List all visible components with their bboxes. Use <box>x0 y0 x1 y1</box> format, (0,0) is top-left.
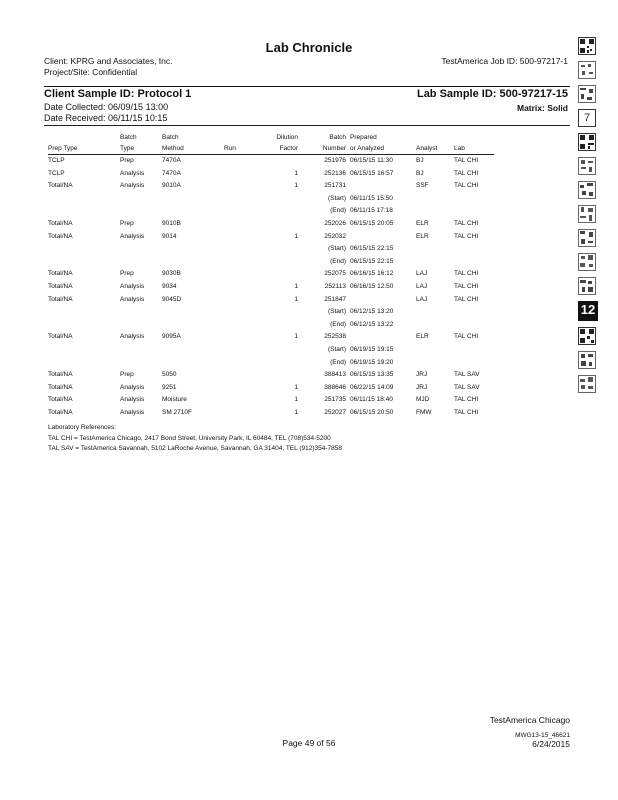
cell-dilution-factor <box>258 369 302 382</box>
cell-batch-method: 9045D <box>162 295 182 303</box>
cell-analyst <box>416 306 454 319</box>
cell-batch-type <box>120 344 162 357</box>
cell-dilution-factor <box>258 218 302 231</box>
cell-batch-type: Prep <box>120 219 134 227</box>
cell-prep-type: Total/NA <box>48 282 73 290</box>
cell-batch-number: 251735 <box>324 396 346 404</box>
cell-lab <box>454 357 494 370</box>
cell-prepared-analyzed: 06/16/15 16:12 <box>350 270 394 278</box>
cell-lab <box>454 344 494 357</box>
cell-batch-method: 9010A <box>162 182 181 190</box>
cell-batch-number: 252136 <box>324 169 346 177</box>
cell-prepared-analyzed: 06/15/15 22:15 <box>350 245 394 253</box>
cell-run <box>224 155 258 168</box>
cell-batch-type: Analysis <box>120 396 145 404</box>
cell-batch-number: (Start) <box>327 245 346 253</box>
cell-prepared-analyzed: 06/15/15 20:05 <box>350 219 394 227</box>
cell-analyst: JRJ <box>416 383 428 391</box>
cell-batch-number: 251731 <box>324 182 346 190</box>
cell-run <box>224 407 258 420</box>
table-row <box>48 155 494 168</box>
header-dilution-factor: Factor <box>258 143 302 155</box>
footer-lab: TestAmerica Chicago <box>489 715 570 725</box>
qr-code-icon <box>578 351 596 369</box>
table-row <box>48 205 494 218</box>
cell-batch-method <box>162 256 224 269</box>
cell-dilution-factor: 1 <box>294 333 298 341</box>
cell-run <box>224 205 258 218</box>
cell-prep-type: Total/NA <box>48 270 73 278</box>
qr-tab-12[interactable] <box>578 351 596 369</box>
cell-lab: TAL CHI <box>454 408 479 416</box>
cell-prep-type: Total/NA <box>48 182 73 190</box>
cell-batch-number: (End) <box>330 320 346 328</box>
cell-prepared-analyzed: 06/22/15 14:09 <box>350 383 394 391</box>
qr-tab-3[interactable] <box>578 85 596 103</box>
cell-analyst: LAJ <box>416 282 428 290</box>
cell-analyst <box>416 193 454 206</box>
cell-batch-type <box>120 205 162 218</box>
header-top-analyst <box>416 133 454 143</box>
cell-prepared-analyzed: 06/19/15 19:15 <box>350 345 394 353</box>
table-row <box>48 180 494 193</box>
cell-batch-method: Moisture <box>162 396 187 404</box>
table-row <box>48 268 494 281</box>
qr-code-icon <box>578 375 596 393</box>
cell-prepared-analyzed: 06/12/15 13:20 <box>350 308 394 316</box>
cell-run <box>224 331 258 344</box>
cell-run <box>224 319 258 332</box>
cell-batch-type: Prep <box>120 371 134 379</box>
qr-code-icon <box>578 229 596 247</box>
cell-analyst: LAJ <box>416 295 428 303</box>
cell-lab: TAL CHI <box>454 182 479 190</box>
table-row <box>48 243 494 256</box>
cell-prep-type <box>48 344 120 357</box>
cell-lab: TAL CHI <box>454 169 479 177</box>
cell-batch-method <box>162 205 224 218</box>
cell-batch-type <box>120 357 162 370</box>
cell-batch-method: 9095A <box>162 333 181 341</box>
cell-batch-method <box>162 357 224 370</box>
cell-run <box>224 294 258 307</box>
cell-lab: TAL CHI <box>454 232 479 240</box>
qr-tab-11[interactable] <box>578 327 596 345</box>
cell-lab: TAL CHI <box>454 333 479 341</box>
qr-code-icon <box>578 85 596 103</box>
table-row <box>48 407 494 420</box>
client-name: Client: KPRG and Associates, Inc. <box>44 56 173 66</box>
cell-analyst <box>416 319 454 332</box>
cell-batch-method <box>162 319 224 332</box>
cell-run <box>224 268 258 281</box>
cell-prepared-analyzed: 06/11/15 15:50 <box>350 194 393 202</box>
cell-analyst <box>416 344 454 357</box>
cell-dilution-factor <box>258 306 302 319</box>
cell-prep-type: Total/NA <box>48 371 73 379</box>
qr-tab-7[interactable] <box>578 205 596 223</box>
matrix: Matrix: Solid <box>516 103 568 113</box>
cell-prepared-analyzed: 06/19/15 19:20 <box>350 358 394 366</box>
cell-analyst <box>416 243 454 256</box>
sample-divider <box>44 125 570 126</box>
cell-batch-number: (End) <box>330 207 346 215</box>
header-top-prep-type <box>48 133 120 143</box>
cell-batch-method <box>162 306 224 319</box>
cell-prepared-analyzed <box>350 331 416 344</box>
footer-code: MWG13-15_46621 <box>515 732 570 739</box>
cell-batch-type <box>120 306 162 319</box>
lab-chronicle-table <box>48 133 494 419</box>
cell-batch-number: 251976 <box>324 157 346 164</box>
cell-dilution-factor: 1 <box>294 282 298 290</box>
cell-batch-method: 9251 <box>162 383 177 391</box>
cell-batch-method: 9010B <box>162 219 181 227</box>
header-divider <box>44 86 570 87</box>
cell-dilution-factor: 1 <box>294 396 298 404</box>
cell-batch-method: 9034 <box>162 282 177 290</box>
cell-batch-type: Analysis <box>120 333 145 341</box>
cell-batch-type: Analysis <box>120 182 145 190</box>
cell-prepared-analyzed: 06/15/15 20:50 <box>350 408 394 416</box>
cell-run <box>224 306 258 319</box>
table-row <box>48 168 494 181</box>
cell-dilution-factor: 1 <box>294 232 298 240</box>
cell-run <box>224 344 258 357</box>
cell-lab <box>454 205 494 218</box>
cell-lab <box>454 193 494 206</box>
qr-code-icon <box>578 133 596 151</box>
client-sample-id: Client Sample ID: Protocol 1 <box>44 88 192 100</box>
cell-batch-number: 252027 <box>324 408 346 416</box>
header-analyst: Analyst <box>416 143 454 155</box>
cell-dilution-factor: 1 <box>294 169 298 177</box>
cell-analyst: ELR <box>416 333 429 341</box>
cell-run <box>224 168 258 181</box>
qr-tab-13[interactable] <box>578 375 596 393</box>
cell-batch-number: 252075 <box>324 270 346 278</box>
cell-prepared-analyzed <box>350 180 416 193</box>
cell-batch-number: 388646 <box>324 383 346 391</box>
cell-prep-type: Total/NA <box>48 383 73 391</box>
cell-analyst: LAJ <box>416 270 428 278</box>
tab-12-selected[interactable]: 12 <box>578 301 598 321</box>
cell-dilution-factor <box>258 193 302 206</box>
cell-prep-type <box>48 193 120 206</box>
cell-prepared-analyzed: 06/12/15 13:22 <box>350 320 394 328</box>
cell-prep-type <box>48 205 120 218</box>
qr-code-icon <box>578 37 596 55</box>
cell-analyst <box>416 357 454 370</box>
cell-lab: TAL SAV <box>454 383 480 391</box>
page-number: Page 49 of 56 <box>282 738 336 748</box>
cell-batch-type: Prep <box>120 157 134 164</box>
cell-dilution-factor: 1 <box>294 408 298 416</box>
tab-7[interactable]: 7 <box>578 109 596 127</box>
qr-tab-1[interactable] <box>578 37 596 55</box>
cell-batch-number: 252032 <box>324 232 346 240</box>
cell-batch-number: (Start) <box>327 194 346 202</box>
references-title: Laboratory References: <box>48 424 116 431</box>
cell-prepared-analyzed: 06/15/15 16:57 <box>350 169 394 177</box>
cell-prep-type: TCLP <box>48 169 65 177</box>
cell-batch-type: Analysis <box>120 383 145 391</box>
qr-tab-6[interactable] <box>578 181 596 199</box>
cell-dilution-factor: 1 <box>294 383 298 391</box>
table-row <box>48 357 494 370</box>
header-batch-type: Type <box>120 143 162 155</box>
cell-lab <box>454 256 494 269</box>
header-top-lab <box>454 133 494 143</box>
cell-lab <box>454 319 494 332</box>
cell-analyst: JRJ <box>416 371 428 379</box>
cell-lab: TAL SAV <box>454 371 480 379</box>
cell-batch-method: 7470A <box>162 157 181 164</box>
cell-lab: TAL CHI <box>454 295 479 303</box>
table-row <box>48 319 494 332</box>
cell-prep-type <box>48 319 120 332</box>
cell-batch-number: 252113 <box>324 282 346 290</box>
cell-run <box>224 357 258 370</box>
cell-batch-number: (Start) <box>327 345 346 353</box>
cell-analyst: ELR <box>416 219 429 227</box>
qr-tab-5[interactable] <box>578 157 596 175</box>
cell-dilution-factor <box>258 344 302 357</box>
header-prep-type: Prep Type <box>48 143 120 155</box>
cell-dilution-factor: 1 <box>294 295 298 303</box>
laboratory-references <box>48 423 342 455</box>
cell-prep-type <box>48 256 120 269</box>
cell-analyst: BJ <box>416 169 424 177</box>
cell-prep-type: Total/NA <box>48 295 73 303</box>
cell-run <box>224 394 258 407</box>
cell-batch-type: Analysis <box>120 232 145 240</box>
cell-run <box>224 382 258 395</box>
cell-batch-number: (Start) <box>327 308 346 316</box>
cell-prepared-analyzed: 06/15/15 22:15 <box>350 257 394 265</box>
cell-batch-method: 9030B <box>162 270 181 278</box>
cell-prepared-analyzed: 06/15/15 13:35 <box>350 371 394 379</box>
table-row <box>48 306 494 319</box>
cell-run <box>224 193 258 206</box>
qr-code-icon <box>578 253 596 271</box>
header-run: Run <box>224 143 258 155</box>
cell-batch-type: Analysis <box>120 282 145 290</box>
cell-batch-type <box>120 193 162 206</box>
cell-prepared-analyzed <box>350 231 416 244</box>
cell-lab: TAL CHI <box>454 282 479 290</box>
qr-tab-9[interactable] <box>578 253 596 271</box>
cell-batch-number: 251847 <box>324 295 346 303</box>
lab-sample-id: Lab Sample ID: 500-97217-15 <box>416 88 568 100</box>
cell-dilution-factor <box>258 256 302 269</box>
qr-code-icon <box>578 205 596 223</box>
cell-batch-type <box>120 256 162 269</box>
cell-run <box>224 243 258 256</box>
table-row <box>48 344 494 357</box>
qr-code-icon <box>578 61 596 79</box>
table-row <box>48 331 494 344</box>
cell-batch-type: Analysis <box>120 408 145 416</box>
cell-analyst <box>416 256 454 269</box>
header-top-batch-number: Batch <box>329 134 346 141</box>
cell-batch-type <box>120 243 162 256</box>
cell-batch-method <box>162 193 224 206</box>
cell-batch-type: Analysis <box>120 295 145 303</box>
header-top-run <box>224 133 258 143</box>
table-row <box>48 369 494 382</box>
cell-prep-type <box>48 306 120 319</box>
qr-tab-8[interactable] <box>578 229 596 247</box>
cell-batch-method: 9014 <box>162 232 177 240</box>
date-collected: Date Collected: 06/09/15 13:00 <box>44 102 169 112</box>
cell-batch-number: (End) <box>330 358 346 366</box>
date-received: Date Received: 06/11/15 10:15 <box>44 113 168 123</box>
header-top-prepared-analyzed: Prepared <box>350 134 377 141</box>
qr-code-icon <box>578 181 596 199</box>
cell-run <box>224 180 258 193</box>
table-row <box>48 394 494 407</box>
cell-analyst: MJD <box>416 396 430 404</box>
cell-prep-type: Total/NA <box>48 219 73 227</box>
cell-run <box>224 218 258 231</box>
cell-lab <box>454 306 494 319</box>
cell-dilution-factor <box>258 268 302 281</box>
header-top-batch-type: Batch <box>120 134 137 141</box>
header-top-batch-method: Batch <box>162 134 179 141</box>
cell-analyst: BJ <box>416 157 424 164</box>
table-row <box>48 256 494 269</box>
cell-dilution-factor <box>258 205 302 218</box>
table-row <box>48 294 494 307</box>
cell-prep-type: Total/NA <box>48 396 73 404</box>
cell-batch-number: 252026 <box>324 219 346 227</box>
table-row <box>48 218 494 231</box>
cell-batch-number: (End) <box>330 257 346 265</box>
cell-prep-type: TCLP <box>48 157 65 164</box>
cell-analyst: ELR <box>416 232 429 240</box>
qr-tab-4[interactable] <box>578 133 596 151</box>
cell-run <box>224 231 258 244</box>
cell-batch-type <box>120 319 162 332</box>
header-lab: Lab <box>454 143 494 155</box>
reference-line-chi: TAL CHI = TestAmerica Chicago, 2417 Bond Street, University Park, IL 60484, TEL (708)534-5200 <box>48 434 331 442</box>
header-prepared-analyzed: or Analyzed <box>350 143 416 155</box>
qr-code-icon <box>578 157 596 175</box>
footer-date: 6/24/2015 <box>532 739 570 749</box>
cell-run <box>224 281 258 294</box>
cell-lab <box>454 243 494 256</box>
cell-analyst: SSF <box>416 182 429 190</box>
cell-prepared-analyzed: 06/11/15 18:40 <box>350 396 393 404</box>
cell-batch-number: 252538 <box>324 333 346 341</box>
cell-dilution-factor <box>258 243 302 256</box>
cell-prepared-analyzed: 06/16/15 12:50 <box>350 282 394 290</box>
cell-batch-method <box>162 243 224 256</box>
cell-dilution-factor <box>258 319 302 332</box>
cell-prep-type <box>48 357 120 370</box>
cell-prep-type: Total/NA <box>48 232 73 240</box>
cell-lab: TAL CHI <box>454 396 479 404</box>
table-row <box>48 382 494 395</box>
cell-prepared-analyzed: 06/11/15 17:18 <box>350 207 393 215</box>
cell-prepared-analyzed <box>350 294 416 307</box>
cell-prep-type: Total/NA <box>48 333 73 341</box>
qr-code-icon <box>578 327 596 345</box>
job-id: TestAmerica Job ID: 500-97217-1 <box>441 56 568 66</box>
cell-prep-type <box>48 243 120 256</box>
project-site: Project/Site: Confidential <box>44 67 138 77</box>
qr-tab-2[interactable] <box>578 61 596 79</box>
header-batch-method: Method <box>162 143 224 155</box>
cell-batch-number: 388413 <box>324 371 346 379</box>
cell-prepared-analyzed: 06/15/15 11:30 <box>350 157 393 164</box>
cell-batch-method: 5050 <box>162 371 177 379</box>
table-row <box>48 193 494 206</box>
cell-batch-method <box>162 344 224 357</box>
cell-run <box>224 369 258 382</box>
qr-code-icon <box>578 277 596 295</box>
qr-tab-10[interactable] <box>578 277 596 295</box>
cell-batch-method: SM 2710F <box>162 408 192 416</box>
table-row <box>48 281 494 294</box>
header-top-dilution-factor: Dilution <box>276 134 298 141</box>
cell-prep-type: Total/NA <box>48 408 73 416</box>
cell-lab: TAL CHI <box>454 157 479 164</box>
section-tabs <box>578 37 598 399</box>
cell-analyst <box>416 205 454 218</box>
cell-lab: TAL CHI <box>454 270 479 278</box>
reference-line-sav: TAL SAV = TestAmerica Savannah, 5102 LaRoche Avenue, Savannah, GA 31404, TEL (912)354-7858 <box>48 445 342 452</box>
cell-batch-method: 7470A <box>162 169 181 177</box>
cell-lab: TAL CHI <box>454 219 479 227</box>
cell-dilution-factor: 1 <box>294 182 298 190</box>
table-row <box>48 231 494 244</box>
page-title: Lab Chronicle <box>265 40 353 55</box>
cell-batch-type: Analysis <box>120 169 145 177</box>
cell-run <box>224 256 258 269</box>
cell-dilution-factor <box>258 155 302 168</box>
header-batch-number: Number <box>302 143 350 155</box>
cell-batch-type: Prep <box>120 270 134 278</box>
cell-analyst: FMW <box>416 408 432 416</box>
cell-dilution-factor <box>258 357 302 370</box>
